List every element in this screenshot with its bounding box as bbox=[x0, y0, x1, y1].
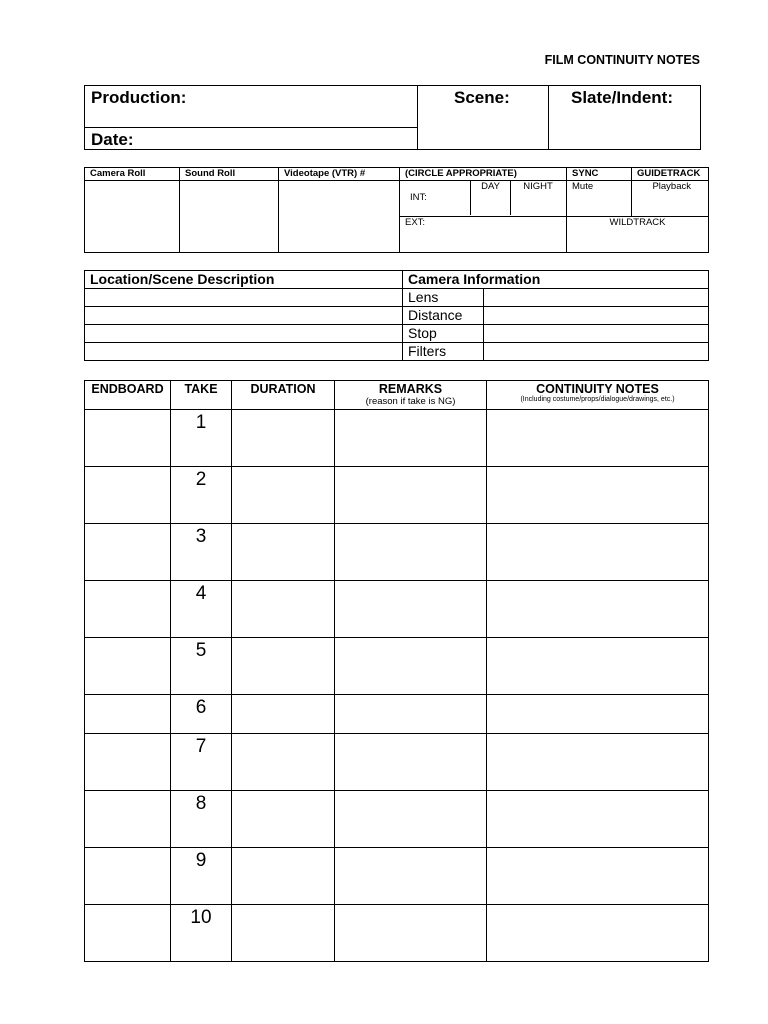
duration-cell[interactable] bbox=[232, 695, 335, 734]
night-option[interactable] bbox=[510, 181, 566, 192]
take-row bbox=[85, 848, 709, 905]
continuity-notes-cell[interactable] bbox=[487, 848, 709, 905]
int-label: INT: bbox=[410, 192, 427, 203]
filters-label: Filters bbox=[403, 343, 484, 361]
camera-roll-header: Camera Roll bbox=[85, 168, 180, 181]
continuity-notes-cell[interactable] bbox=[487, 410, 709, 467]
take-row bbox=[85, 581, 709, 638]
location-description-line[interactable] bbox=[85, 343, 403, 361]
circle-appropriate-header: (CIRCLE APPROPRIATE) bbox=[400, 168, 567, 181]
document-title: FILM CONTINUITY NOTES bbox=[544, 53, 700, 67]
endboard-header: ENDBOARD bbox=[85, 381, 171, 410]
remarks-cell[interactable] bbox=[335, 467, 487, 524]
continuity-notes-cell[interactable] bbox=[487, 695, 709, 734]
remarks-subtitle: (reason if take is NG) bbox=[365, 396, 456, 407]
remarks-cell[interactable] bbox=[335, 410, 487, 467]
mute-option[interactable] bbox=[567, 181, 632, 217]
day-option[interactable] bbox=[470, 181, 511, 215]
duration-cell[interactable] bbox=[232, 410, 335, 467]
continuity-notes-cell[interactable] bbox=[487, 638, 709, 695]
duration-header: DURATION bbox=[232, 381, 335, 410]
continuity-title: CONTINUITY NOTES bbox=[536, 382, 659, 396]
endboard-cell[interactable] bbox=[85, 581, 171, 638]
stop-label: Stop bbox=[403, 325, 484, 343]
stop-field[interactable] bbox=[484, 325, 709, 343]
remarks-cell[interactable] bbox=[335, 524, 487, 581]
continuity-notes-cell[interactable] bbox=[487, 791, 709, 848]
continuity-notes-cell[interactable] bbox=[487, 734, 709, 791]
take-number: 9 bbox=[171, 848, 232, 905]
take-row bbox=[85, 638, 709, 695]
playback-label: Playback bbox=[652, 181, 692, 192]
distance-label: Distance bbox=[403, 307, 484, 325]
remarks-title: REMARKS bbox=[378, 382, 443, 396]
take-number: 4 bbox=[171, 581, 232, 638]
remarks-cell[interactable] bbox=[335, 848, 487, 905]
endboard-cell[interactable] bbox=[85, 734, 171, 791]
location-camera-table bbox=[84, 270, 709, 361]
take-header: TAKE bbox=[171, 381, 232, 410]
videotape-header: Videotape (VTR) # bbox=[279, 168, 400, 181]
videotape-cell[interactable] bbox=[279, 181, 400, 253]
lens-field[interactable] bbox=[484, 289, 709, 307]
mute-label: Mute bbox=[572, 181, 594, 192]
day-label: DAY bbox=[481, 181, 500, 192]
location-description-line[interactable] bbox=[85, 325, 403, 343]
location-description-line[interactable] bbox=[85, 289, 403, 307]
continuity-header bbox=[487, 381, 709, 410]
continuity-notes-cell[interactable] bbox=[487, 905, 709, 962]
remarks-header bbox=[335, 381, 487, 410]
date-label: Date: bbox=[91, 130, 134, 149]
take-number: 3 bbox=[171, 524, 232, 581]
endboard-cell[interactable] bbox=[85, 695, 171, 734]
duration-cell[interactable] bbox=[232, 524, 335, 581]
take-number: 1 bbox=[171, 410, 232, 467]
wildtrack-label: WILDTRACK bbox=[609, 217, 666, 228]
header-divider bbox=[85, 127, 417, 128]
distance-field[interactable] bbox=[484, 307, 709, 325]
playback-option[interactable] bbox=[632, 181, 709, 217]
remarks-cell[interactable] bbox=[335, 905, 487, 962]
sound-roll-cell[interactable] bbox=[180, 181, 279, 253]
guidetrack-header: GUIDETRACK bbox=[632, 168, 709, 181]
header-divider bbox=[548, 86, 549, 150]
ext-label: EXT: bbox=[405, 217, 426, 228]
location-description-line[interactable] bbox=[85, 307, 403, 325]
take-row bbox=[85, 905, 709, 962]
take-number: 5 bbox=[171, 638, 232, 695]
roll-table bbox=[84, 167, 709, 253]
endboard-cell[interactable] bbox=[85, 791, 171, 848]
endboard-cell[interactable] bbox=[85, 848, 171, 905]
take-row bbox=[85, 734, 709, 791]
endboard-cell[interactable] bbox=[85, 905, 171, 962]
duration-cell[interactable] bbox=[232, 734, 335, 791]
takes-header-row bbox=[85, 381, 709, 410]
endboard-cell[interactable] bbox=[85, 410, 171, 467]
remarks-cell[interactable] bbox=[335, 695, 487, 734]
endboard-cell[interactable] bbox=[85, 467, 171, 524]
header-divider bbox=[417, 86, 418, 150]
continuity-notes-cell[interactable] bbox=[487, 467, 709, 524]
duration-cell[interactable] bbox=[232, 791, 335, 848]
continuity-notes-cell[interactable] bbox=[487, 524, 709, 581]
take-number: 7 bbox=[171, 734, 232, 791]
scene-label: Scene: bbox=[454, 88, 510, 107]
endboard-cell[interactable] bbox=[85, 524, 171, 581]
remarks-cell[interactable] bbox=[335, 791, 487, 848]
wildtrack-option[interactable] bbox=[567, 217, 709, 253]
take-number: 8 bbox=[171, 791, 232, 848]
filters-field[interactable] bbox=[484, 343, 709, 361]
night-label: NIGHT bbox=[523, 181, 553, 192]
takes-table bbox=[84, 380, 709, 962]
duration-cell[interactable] bbox=[232, 467, 335, 524]
take-row bbox=[85, 695, 709, 734]
sync-header: SYNC bbox=[567, 168, 632, 181]
endboard-cell[interactable] bbox=[85, 638, 171, 695]
continuity-subtitle: (Including costume/props/dialogue/drawings, etc.) bbox=[520, 396, 675, 403]
take-row bbox=[85, 524, 709, 581]
duration-cell[interactable] bbox=[232, 638, 335, 695]
take-number: 2 bbox=[171, 467, 232, 524]
take-number: 10 bbox=[171, 905, 232, 962]
camera-information-header: Camera Information bbox=[403, 271, 709, 289]
duration-cell[interactable] bbox=[232, 848, 335, 905]
location-description-header: Location/Scene Description bbox=[85, 271, 403, 289]
remarks-cell[interactable] bbox=[335, 638, 487, 695]
duration-cell[interactable] bbox=[232, 905, 335, 962]
duration-cell[interactable] bbox=[232, 581, 335, 638]
lens-label: Lens bbox=[403, 289, 484, 307]
take-row bbox=[85, 467, 709, 524]
header-box bbox=[84, 85, 701, 150]
continuity-notes-cell[interactable] bbox=[487, 581, 709, 638]
take-row bbox=[85, 410, 709, 467]
int-cell bbox=[400, 181, 567, 217]
camera-roll-cell[interactable] bbox=[85, 181, 180, 253]
take-row bbox=[85, 791, 709, 848]
slate-label: Slate/Indent: bbox=[571, 88, 674, 107]
remarks-cell[interactable] bbox=[335, 581, 487, 638]
take-number: 6 bbox=[171, 695, 232, 734]
remarks-cell[interactable] bbox=[335, 734, 487, 791]
production-label: Production: bbox=[91, 88, 187, 107]
sound-roll-header: Sound Roll bbox=[180, 168, 279, 181]
ext-cell[interactable] bbox=[400, 217, 567, 253]
